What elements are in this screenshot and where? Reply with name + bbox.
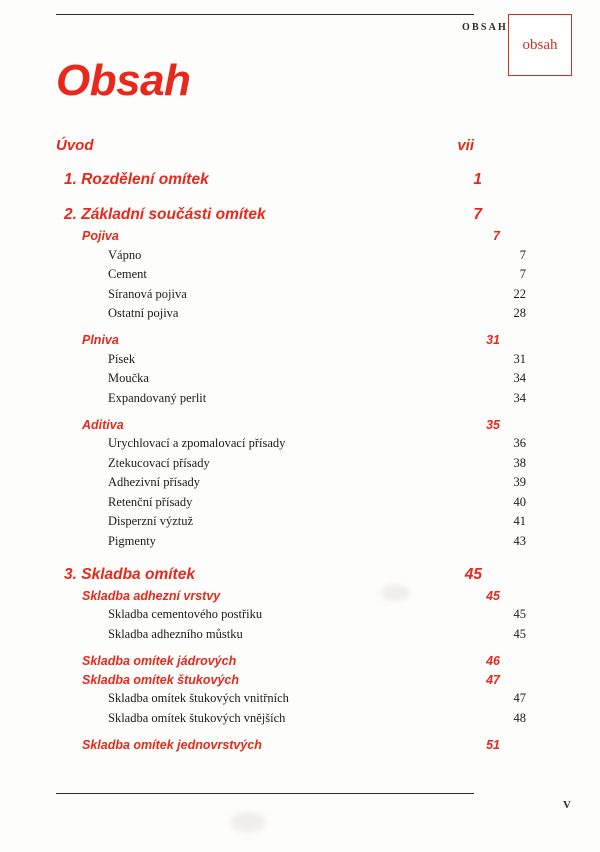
toc-entry[interactable] [56, 415, 500, 434]
toc-entry-page: 7 [493, 229, 500, 243]
toc-entry[interactable] [56, 492, 526, 512]
toc-entry-label: Moučka [108, 371, 149, 385]
toc-entry[interactable] [56, 349, 526, 369]
toc-entry-page: 45 [486, 588, 500, 603]
header-rule [56, 14, 474, 15]
page-title: Obsah [56, 56, 191, 105]
toc-entry[interactable] [56, 434, 526, 454]
toc-entry-label: Pojiva [82, 229, 119, 243]
toc-entry[interactable] [56, 651, 500, 670]
toc-entry-label: 3. Skladba omítek [64, 565, 195, 583]
toc-entry-label: Skladba omítek jednovrstvých [82, 737, 262, 752]
toc-entry[interactable] [56, 563, 482, 586]
toc-entry-label: Pigmenty [108, 533, 156, 548]
toc-entry-label: Aditiva [82, 417, 124, 432]
toc-spacer [56, 191, 474, 203]
toc-entry-label: Vápno [108, 247, 142, 262]
toc-entry[interactable] [56, 369, 526, 389]
toc-entry[interactable] [56, 512, 526, 532]
toc-entry[interactable] [56, 284, 526, 304]
toc-entry[interactable] [56, 226, 500, 245]
toc-spacer [56, 551, 474, 563]
toc-entry-page: vii [457, 137, 474, 154]
toc-entry-label: 1. Rozdělení omítek [64, 171, 209, 188]
toc-entry-page: 45 [464, 565, 482, 583]
scan-smudge [230, 812, 266, 832]
toc-entry-page: 43 [513, 533, 526, 548]
toc-entry-page: 45 [513, 607, 526, 621]
toc-entry[interactable] [56, 304, 526, 324]
toc-entry-page: 47 [486, 672, 500, 687]
toc-entry-page: 7 [519, 247, 526, 262]
toc-entry-label: Síranová pojiva [108, 286, 187, 301]
thumb-tab-label: obsah [522, 36, 558, 53]
toc-entry-page: 34 [513, 371, 526, 385]
toc-entry-page: 40 [513, 494, 526, 509]
toc-entry[interactable] [56, 735, 500, 754]
toc-entry[interactable] [56, 531, 526, 551]
toc-entry-label: Skladba adhezního můstku [108, 626, 243, 641]
toc-entry-label: Retenční přísady [108, 494, 193, 509]
toc-entry[interactable] [56, 135, 474, 156]
toc-entry[interactable] [56, 330, 500, 349]
toc-entry-label: Písek [108, 351, 136, 366]
toc-entry[interactable] [56, 453, 526, 473]
toc-entry[interactable] [56, 265, 526, 285]
toc-entry-label: Skladba omítek štukových vnitřních [108, 691, 289, 705]
toc-entry-page: 45 [513, 626, 526, 641]
toc-entry-label: Expandovaný perlit [108, 390, 207, 405]
toc-spacer [56, 323, 474, 330]
toc-entry-label: Disperzní výztuž [108, 514, 194, 528]
toc-entry[interactable] [56, 605, 526, 625]
toc-spacer [56, 408, 474, 415]
toc-entry-page: 36 [513, 436, 526, 450]
toc-entry-page: 28 [513, 306, 526, 320]
toc-entry[interactable] [56, 708, 526, 728]
toc-entry-label: Skladba adhezní vrstvy [82, 588, 221, 603]
toc-entry[interactable] [56, 203, 482, 226]
toc-entry-label: Skladba omítek jádrových [82, 653, 237, 668]
toc-entry-label: Cement [108, 267, 147, 281]
toc-entry-label: Plniva [82, 333, 119, 347]
toc-entry-page: 7 [519, 267, 526, 281]
toc-entry[interactable] [56, 689, 526, 709]
toc-entry[interactable] [56, 245, 526, 265]
toc-entry-page: 31 [513, 351, 526, 366]
toc-entry-label: Skladba cementového postřiku [108, 607, 263, 621]
toc-entry-label: Úvod [56, 137, 94, 154]
toc-entry[interactable] [56, 168, 482, 191]
toc-entry-page: 46 [486, 653, 500, 668]
toc-entry-page: 34 [513, 390, 526, 405]
running-head: OBSAH [461, 22, 508, 33]
toc-entry-label: Adhezivní přísady [108, 475, 200, 489]
toc-entry-label: Urychlovací a zpomalovací přísady [108, 436, 286, 450]
toc-entry-label: Ztekucovací přísady [108, 455, 210, 470]
toc-entry-page: 48 [513, 710, 526, 725]
thumb-tab-box [508, 14, 572, 76]
toc-entry-page: 51 [486, 737, 500, 752]
toc-entry-page: 41 [513, 514, 526, 528]
toc-entry[interactable] [56, 586, 500, 605]
footer-rule [56, 793, 474, 794]
page-folio: V [563, 799, 572, 811]
toc-entry-page: 35 [486, 417, 500, 432]
toc-entry-label: Ostatní pojiva [108, 306, 179, 320]
toc-spacer [56, 156, 474, 168]
toc-entry-page: 7 [473, 206, 482, 223]
toc-entry-page: 39 [513, 475, 526, 489]
toc-entry-label: Skladba omítek štukových vnějších [108, 710, 286, 725]
table-of-contents [56, 135, 526, 754]
toc-entry-label: Skladba omítek štukových [82, 672, 240, 687]
toc-entry-page: 22 [513, 286, 526, 301]
toc-entry[interactable] [56, 473, 526, 493]
toc-entry-label: 2. Základní součásti omítek [64, 206, 266, 223]
toc-entry-page: 1 [473, 171, 482, 188]
toc-entry[interactable] [56, 624, 526, 644]
toc-entry[interactable] [56, 388, 526, 408]
toc-entry-page: 47 [513, 691, 526, 705]
toc-spacer [56, 728, 474, 735]
toc-entry[interactable] [56, 670, 500, 689]
toc-entry-page: 38 [513, 455, 526, 470]
toc-entry-page: 31 [486, 333, 500, 347]
toc-spacer [56, 644, 474, 651]
